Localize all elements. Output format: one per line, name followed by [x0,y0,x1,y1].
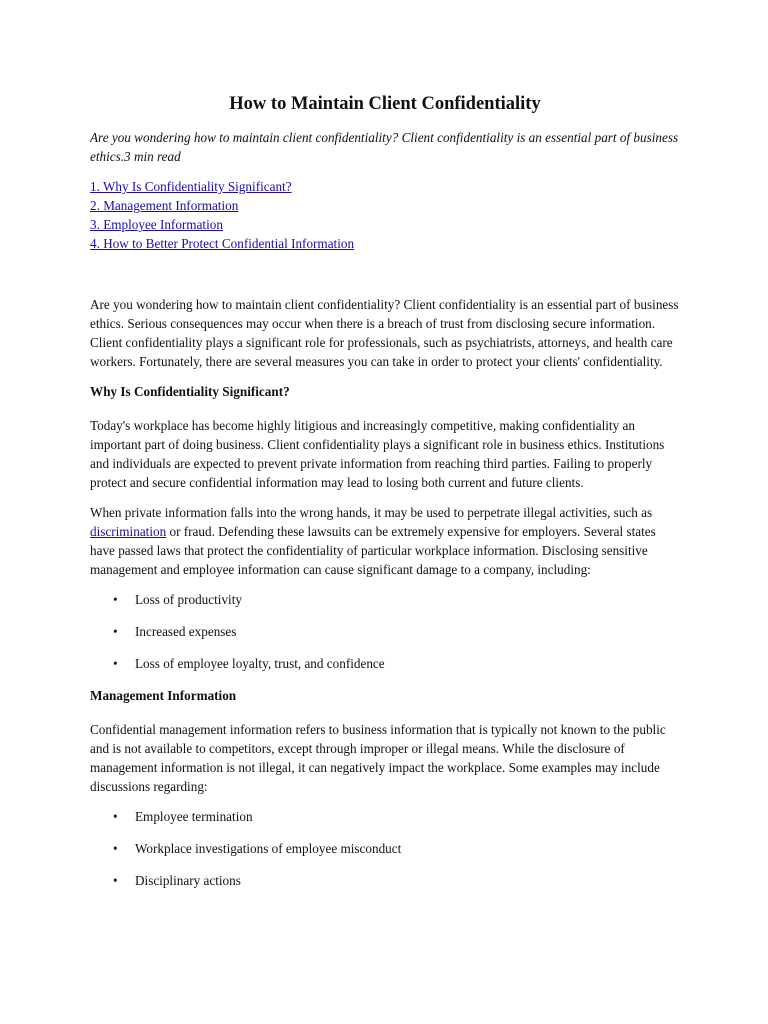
bullet-icon: • [113,656,118,671]
list-item [113,807,680,826]
list-item [113,839,680,858]
bullet-icon: • [113,809,118,824]
list-item-text: Employee termination [135,809,253,824]
section2-paragraph-1: Confidential management information refers to business information that is typically not known to the public and is not available to competitors, except through improper or illegal means. While the disclosure of management information is not illegal, it can negatively impact the workplace. Some examples may include discussions regarding: [90,722,666,794]
list-item-text: Workplace investigations of employee misconduct [135,841,402,856]
article-body [90,92,680,903]
bullet-icon: • [113,873,118,888]
section1-paragraph-2 [90,503,680,579]
article-intro: Are you wondering how to maintain client confidentiality? Client confidentiality is an essential part of business ethics.3 min read [90,130,679,164]
opening-paragraph: Are you wondering how to maintain client confidentiality? Client confidentiality is an essential part of business ethics. Serious consequences may occur when there is a breach of trust from disclosing secure information. Client confidentiality plays a significant role for professionals, such as psychiatrists, attorneys, and health care workers. Fortunately, there are several measures you can take in order to protect your clients' confidentiality. [90,297,679,369]
discrimination-link[interactable]: discrimination [90,524,167,539]
section-heading-management-information: Management Information [90,688,237,703]
bullet-icon: • [113,624,118,639]
management-topics-list [90,807,680,890]
toc-link-employee-information[interactable]: 3. Employee Information [90,217,223,232]
list-item-text: Disciplinary actions [135,873,241,888]
paragraph-text-before-link: When private information falls into the wrong hands, it may be used to perpetrate illegal activities, such as [90,505,653,520]
article-title: How to Maintain Client Confidentiality [229,94,541,114]
list-item-text: Loss of employee loyalty, trust, and confidence [135,656,385,671]
toc-link-why-confidentiality[interactable]: 1. Why Is Confidentiality Significant? [90,179,292,194]
list-item [113,590,680,609]
list-item [113,622,680,641]
section1-paragraph-1: Today's workplace has become highly litigious and increasingly competitive, making confidentiality an important part of doing business. Client confidentiality plays a significant role in business ethics. Institutions and individuals are expected to prevent private information from reaching third parties. Failing to properly protect and secure confidential information may lead to losing both current and future clients. [90,418,665,490]
toc-link-protect-information[interactable]: 4. How to Better Protect Confidential Information [90,236,355,251]
list-item-text: Increased expenses [135,624,237,639]
list-item-text: Loss of productivity [135,592,242,607]
bullet-icon: • [113,841,118,856]
paragraph-text-after-link: or fraud. Defending these lawsuits can be extremely expensive for employers. Several states have passed laws that protect the confidentiality of particular workplace information. Disclosing sensitive management and employee information can cause significant damage to a company, including: [90,524,656,577]
section-heading-why-confidentiality: Why Is Confidentiality Significant? [90,384,290,399]
list-item [113,654,680,673]
toc-link-management-information[interactable]: 2. Management Information [90,198,239,213]
damage-list [90,590,680,673]
table-of-contents [90,177,680,253]
bullet-icon: • [113,592,118,607]
list-item [113,871,680,890]
